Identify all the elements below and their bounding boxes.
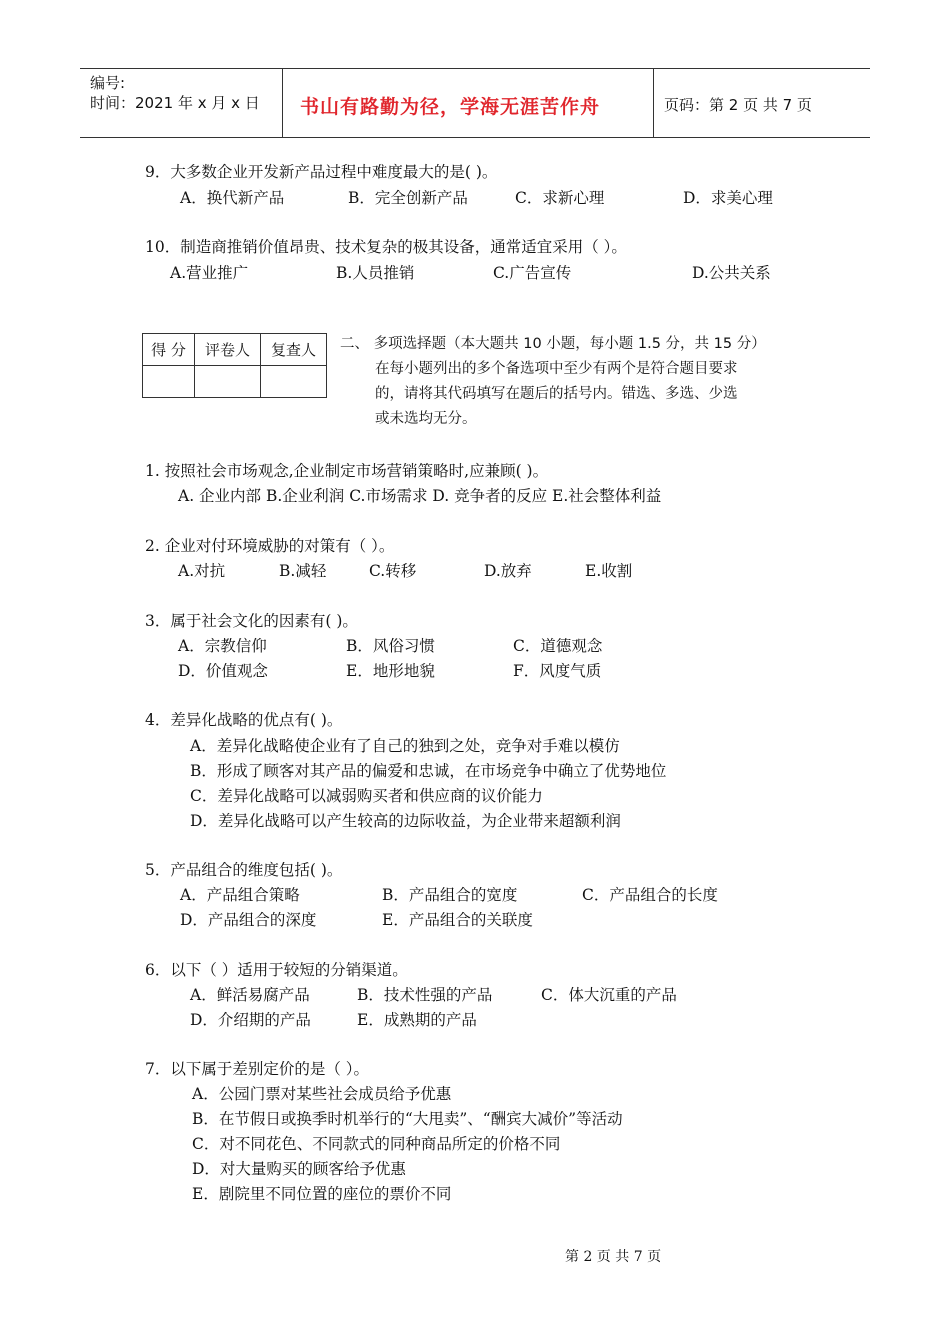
option-e: E．产品组合的关联度 <box>382 911 533 929</box>
option-e: E．成熟期的产品 <box>357 1011 477 1029</box>
option-d: D．求美心理 <box>683 189 773 207</box>
option-b: B．形成了顾客对其产品的偏爱和忠诚，在市场竞争中确立了优势地位 <box>190 762 667 780</box>
serial-label: 编号: <box>90 74 126 92</box>
time-label: 时间：2021 年 x 月 x 日 <box>90 94 260 112</box>
reviewer-header: 复查人 <box>261 334 327 366</box>
option-c: C.广告宣传 <box>493 264 572 282</box>
question-stem: 2. 企业对付环境威胁的对策有（ ）。 <box>145 537 395 555</box>
option-e: E．剧院里不同位置的座位的票价不同 <box>192 1185 452 1203</box>
option-d: D．价值观念 <box>178 662 268 680</box>
question-stem: 6．以下（ ）适用于较短的分销渠道。 <box>145 961 408 979</box>
option-f: F．风度气质 <box>513 662 602 680</box>
grader-cell <box>195 366 261 398</box>
option-c: C．求新心理 <box>515 189 605 207</box>
header-divider <box>282 69 283 137</box>
question-stem: 4．差异化战略的优点有( )。 <box>145 711 343 729</box>
option-c: C．产品组合的长度 <box>582 886 718 904</box>
option-e: E.收割 <box>585 562 633 580</box>
option-c: C．差异化战略可以减弱购买者和供应商的议价能力 <box>190 787 543 805</box>
option-b: B.减轻 <box>279 562 327 580</box>
option-b: B．技术性强的产品 <box>357 986 493 1004</box>
option-a: A．换代新产品 <box>180 189 285 207</box>
option-d: D.公共关系 <box>692 264 771 282</box>
question-stem: 7．以下属于差别定价的是（ ）。 <box>145 1060 370 1078</box>
option-b: B．产品组合的宽度 <box>382 886 518 904</box>
score-cell <box>143 366 195 398</box>
option-a: A．公园门票对某些社会成员给予优惠 <box>192 1085 452 1103</box>
question-stem: 1. 按照社会市场观念,企业制定市场营销策略时,应兼顾( )。 <box>145 462 549 480</box>
option-b: B.人员推销 <box>336 264 415 282</box>
option-d: D．产品组合的深度 <box>180 911 317 929</box>
section-instructions: 的，请将其代码填写在题后的括号内。错选、多选、少选 <box>375 386 738 402</box>
option-b: B．风俗习惯 <box>346 637 435 655</box>
option-b: B．完全创新产品 <box>348 189 468 207</box>
option-d: D.放弃 <box>484 562 532 580</box>
grader-header: 评卷人 <box>195 334 261 366</box>
page-footer: 第 2 页 共 7 页 <box>565 1249 662 1265</box>
section-instructions: 在每小题列出的多个备选项中至少有两个是符合题目要求 <box>375 361 738 377</box>
option-c: C．道德观念 <box>513 637 603 655</box>
header-divider <box>653 69 654 137</box>
question-stem: 9．大多数企业开发新产品过程中难度最大的是( )。 <box>145 163 498 181</box>
option-e: E．地形地貌 <box>346 662 435 680</box>
option-a: A．鲜活易腐产品 <box>190 986 310 1004</box>
section-instructions: 或未选均无分。 <box>375 411 477 427</box>
score-table <box>142 333 327 398</box>
option-a: A.对抗 <box>178 562 226 580</box>
option-d: D．介绍期的产品 <box>190 1011 311 1029</box>
option-b: B．在节假日或换季时机举行的“大甩卖”、“酬宾大减价”等活动 <box>192 1110 623 1128</box>
question-stem: 10．制造商推销价值昂贵、技术复杂的极其设备，通常适宜采用（ ）。 <box>145 238 627 256</box>
reviewer-cell <box>261 366 327 398</box>
question-stem: 5．产品组合的维度包括( )。 <box>145 861 343 879</box>
page-info: 页码：第 2 页 共 7 页 <box>664 96 812 114</box>
option-c: C．体大沉重的产品 <box>541 986 677 1004</box>
option-a: A.营业推广 <box>170 264 249 282</box>
option-d: D．差异化战略可以产生较高的边际收益，为企业带来超额利润 <box>190 812 621 830</box>
score-header: 得 分 <box>143 334 195 366</box>
question-stem: 3．属于社会文化的因素有( )。 <box>145 612 358 630</box>
option-d: D．对大量购买的顾客给予优惠 <box>192 1160 406 1178</box>
option-c: C．对不同花色、不同款式的同种商品所定的价格不同 <box>192 1135 561 1153</box>
options-line: A. 企业内部 B.企业利润 C.市场需求 D. 竞争者的反应 E.社会整体利益 <box>178 487 662 505</box>
header-motto: 书山有路勤为径，学海无涯苦作舟 <box>300 96 601 118</box>
option-c: C.转移 <box>369 562 417 580</box>
option-a: A．产品组合策略 <box>180 886 300 904</box>
option-a: A．差异化战略使企业有了自己的独到之处，竞争对手难以模仿 <box>190 737 620 755</box>
section-title: 二、 多项选择题（本大题共 10 小题，每小题 1.5 分，共 15 分） <box>340 336 766 352</box>
option-a: A．宗教信仰 <box>178 637 267 655</box>
